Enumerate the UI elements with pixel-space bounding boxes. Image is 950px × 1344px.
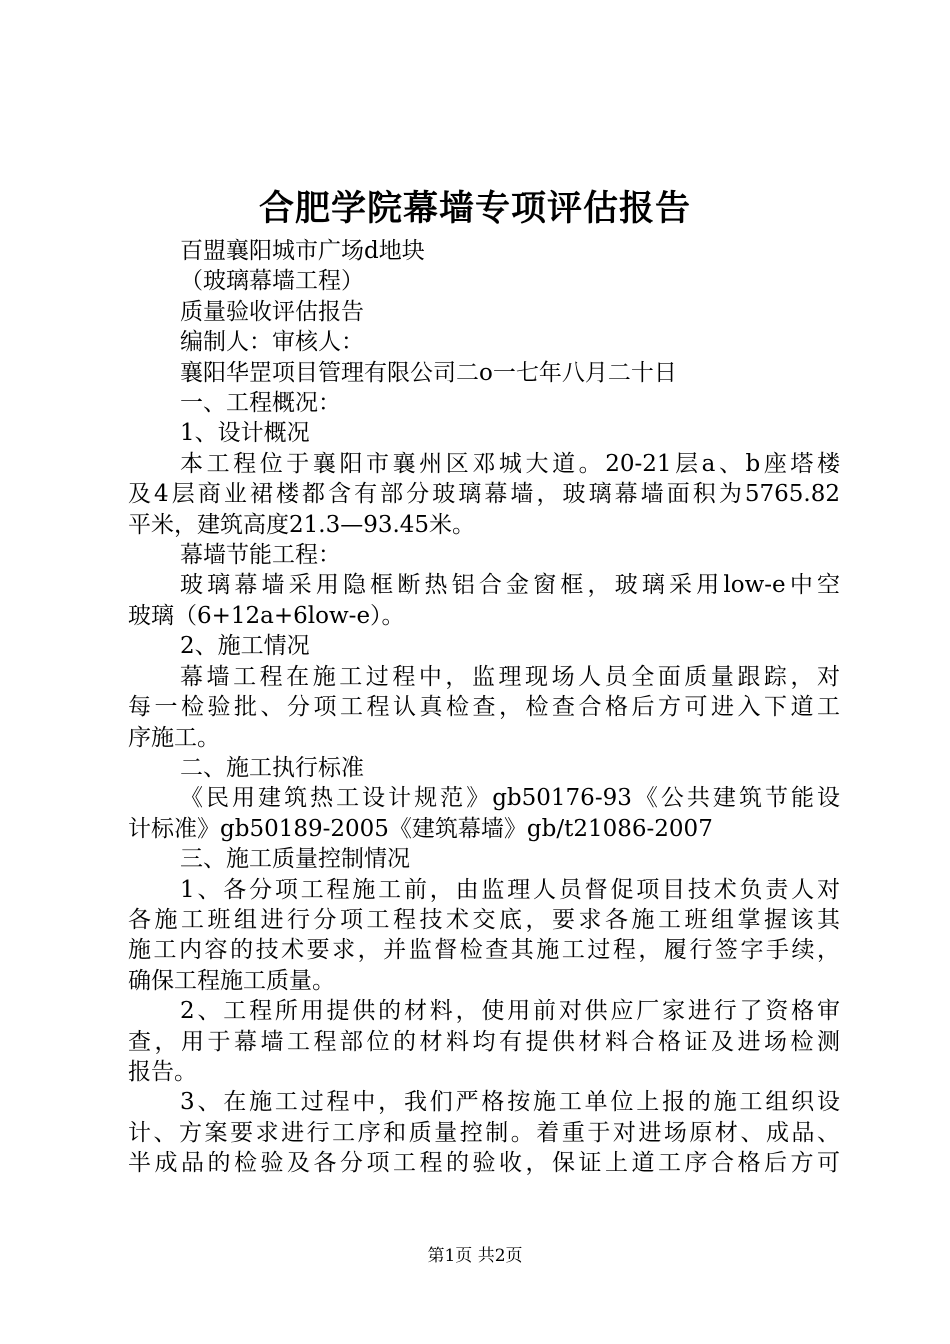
paragraph-line: 计、方案要求进行工序和质量控制。着重于对进场原材、成品、 xyxy=(128,1119,840,1146)
section-heading-standards: 二、施工执行标准 xyxy=(180,754,364,781)
company-date-line: 襄阳华罡项目管理有限公司二o一七年八月二十日 xyxy=(180,359,677,386)
paragraph-line: 及4层商业裙楼都含有部分玻璃幕墙，玻璃幕墙面积为5765.82 xyxy=(128,481,840,508)
project-scope-line: （玻璃幕墙工程） xyxy=(180,268,364,295)
section-heading-overview: 一、工程概况： xyxy=(180,390,341,417)
report-type-line: 质量验收评估报告 xyxy=(180,298,364,325)
subsection-heading-construction: 2、施工情况 xyxy=(180,633,310,660)
paragraph-line: 平米，建筑高度21.3—93.45米。 xyxy=(128,511,476,538)
document-body xyxy=(128,236,840,1179)
editor-reviewer-line: 编制人：审核人： xyxy=(180,329,364,356)
document-title: 合肥学院幕墙专项评估报告 xyxy=(258,188,691,229)
section-heading-quality-control: 三、施工质量控制情况 xyxy=(180,846,410,873)
paragraph-line: 2、工程所用提供的材料，使用前对供应厂家进行了资格审 xyxy=(180,998,840,1025)
paragraph-line: 报告。 xyxy=(128,1058,197,1085)
subsection-heading-design: 1、设计概况 xyxy=(180,420,310,447)
paragraph-line: 3、在施工过程中，我们严格按施工单位上报的施工组织设 xyxy=(180,1089,840,1116)
paragraph-line: 半成品的检验及各分项工程的验收，保证上道工序合格后方可 xyxy=(128,1150,840,1177)
subsection-heading-energy: 幕墙节能工程： xyxy=(180,542,341,569)
paragraph-line: 计标准》gb50189-2005《建筑幕墙》gb/t21086-2007 xyxy=(128,815,713,842)
paragraph-line: 本工程位于襄阳市襄州区邓城大道。20-21层a、b座塔楼 xyxy=(180,450,840,477)
paragraph-line: 玻璃幕墙采用隐框断热铝合金窗框，玻璃采用low-e中空 xyxy=(180,572,840,599)
paragraph-line: 序施工。 xyxy=(128,724,220,751)
paragraph-line: 《民用建筑热工设计规范》gb50176-93《公共建筑节能设 xyxy=(180,785,840,812)
paragraph-line: 幕墙工程在施工过程中，监理现场人员全面质量跟踪，对 xyxy=(180,663,840,690)
page-number-footer: 第1页 共2页 xyxy=(427,1246,523,1266)
paragraph-line: 每一检验批、分项工程认真检查，检查合格后方可进入下道工 xyxy=(128,694,840,721)
paragraph-line: 施工内容的技术要求，并监督检查其施工过程，履行签字手续， xyxy=(128,937,840,964)
paragraph-line: 查，用于幕墙工程部位的材料均有提供材料合格证及进场检测 xyxy=(128,1028,840,1055)
paragraph-line: 1、各分项工程施工前，由监理人员督促项目技术负责人对 xyxy=(180,876,840,903)
paragraph-line: 确保工程施工质量。 xyxy=(128,967,335,994)
project-name-line: 百盟襄阳城市广场d地块 xyxy=(180,238,425,264)
paragraph-line: 玻璃（6+12a+6low-e）。 xyxy=(128,602,405,629)
paragraph-line: 各施工班组进行分项工程技术交底，要求各施工班组掌握该其 xyxy=(128,906,840,933)
